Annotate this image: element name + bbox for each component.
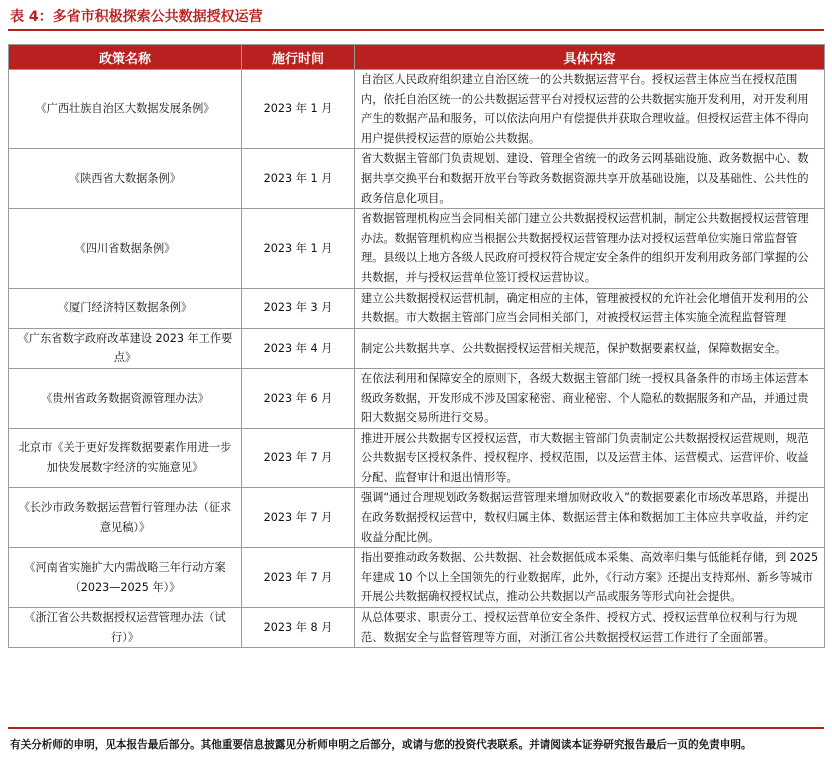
disclaimer-footer: 有关分析师的申明，见本报告最后部分。其他重要信息披露见分析师申明之后部分，或请与您的投资代表联系。并请阅读本证券研究报告最后一页的免责申明。 — [10, 739, 752, 751]
table-row — [9, 70, 825, 149]
content-cell: 省数据管理机构应当会同相关部门建立公共数据授权运营机制，制定公共数据授权运营管理办法。数据管理机构应当根据公共数据授权运营管理办法对授权运营单位实施日常监督管理。县级以上地方各级人民政府可授权符合规定安全条件的组织开发利用政务部门掌握的公共数据，并与授权运营单位签订授权运营协议。 — [355, 209, 825, 288]
table-row — [9, 368, 825, 428]
content-cell: 推进开展公共数据专区授权运营，市大数据主管部门负责制定公共数据授权运营规则，规范公共数据专区授权条件、授权程序、授权范围，以及运营主体、运营模式、运营评价、收益分配、监督审计和退出情形等。 — [355, 428, 825, 488]
policy-name-cell: 《广西壮族自治区大数据发展条例》 — [9, 70, 242, 149]
content-cell: 指出要推动政务数据、公共数据、社会数据低成本采集、高效率归集与低能耗存储，到 2025 年建成 10 个以上全国领先的行业数据库，此外，《行动方案》还提出支持郑州、新乡等城市开展公共数据确权授权试点，推动公共数据以产品或服务等形式向社会提供。 — [355, 548, 825, 608]
policy-name-cell: 《厦门经济特区数据条例》 — [9, 288, 242, 328]
policy-table — [8, 44, 825, 648]
table-row — [9, 149, 825, 209]
table-header-row — [9, 45, 825, 70]
content-cell: 省大数据主管部门负责规划、建设、管理全省统一的政务云网基础设施、政务数据中心、数据共享交换平台和数据开放平台等政务数据资源共享开放基础设施，以及基础性、公共性的政务信息化项目。 — [355, 149, 825, 209]
policy-name-cell: 《陕西省大数据条例》 — [9, 149, 242, 209]
effective-date-cell: 2023 年 1 月 — [242, 149, 355, 209]
table-row — [9, 488, 825, 548]
table-row — [9, 428, 825, 488]
effective-date-cell: 2023 年 4 月 — [242, 328, 355, 368]
title-divider — [8, 29, 824, 31]
header-policy-name: 政策名称 — [9, 45, 242, 70]
table-row — [9, 209, 825, 288]
policy-name-cell: 《河南省实施扩大内需战略三年行动方案（2023—2025 年）》 — [9, 548, 242, 608]
effective-date-cell: 2023 年 7 月 — [242, 488, 355, 548]
effective-date-cell: 2023 年 1 月 — [242, 70, 355, 149]
effective-date-cell: 2023 年 3 月 — [242, 288, 355, 328]
content-cell: 建立公共数据授权运营机制，确定相应的主体，管理被授权的允许社会化增值开发利用的公共数据。市大数据主管部门应当会同相关部门，对被授权运营主体实施全流程监督管理 — [355, 288, 825, 328]
policy-name-cell: 北京市《关于更好发挥数据要素作用进一步加快发展数字经济的实施意见》 — [9, 428, 242, 488]
effective-date-cell: 2023 年 7 月 — [242, 428, 355, 488]
table-row — [9, 608, 825, 648]
content-cell: 从总体要求、职责分工、授权运营单位安全条件、授权方式、授权运营单位权利与行为规范、数据安全与监督管理等方面，对浙江省公共数据授权运营工作进行了全面部署。 — [355, 608, 825, 648]
effective-date-cell: 2023 年 8 月 — [242, 608, 355, 648]
table-title: 表 4：多省市积极探索公共数据授权运营 — [10, 9, 263, 25]
effective-date-cell: 2023 年 1 月 — [242, 209, 355, 288]
footer-divider — [8, 727, 824, 729]
table-row — [9, 288, 825, 328]
policy-name-cell: 《浙江省公共数据授权运营管理办法（试行）》 — [9, 608, 242, 648]
policy-name-cell: 《广东省数字政府改革建设 2023 年工作要点》 — [9, 328, 242, 368]
policy-name-cell: 《贵州省政务数据资源管理办法》 — [9, 368, 242, 428]
table-row — [9, 548, 825, 608]
header-content: 具体内容 — [355, 45, 825, 70]
content-cell: 在依法利用和保障安全的原则下，各级大数据主管部门统一授权具备条件的市场主体运营本级政务数据，开发形成不涉及国家秘密、商业秘密、个人隐私的数据服务和产品，并通过贵阳大数据交易所进行交易。 — [355, 368, 825, 428]
policy-name-cell: 《四川省数据条例》 — [9, 209, 242, 288]
policy-name-cell: 《长沙市政务数据运营暂行管理办法（征求意见稿）》 — [9, 488, 242, 548]
content-cell: 制定公共数据共享、公共数据授权运营相关规范，保护数据要素权益，保障数据安全。 — [355, 328, 825, 368]
content-cell: 自治区人民政府组织建立自治区统一的公共数据运营平台。授权运营主体应当在授权范围内，依托自治区统一的公共数据运营平台对授权运营的公共数据实施开发利用，对开发利用产生的数据产品和服务，可以依法向用户有偿提供并获取合理收益。但授权运营主体不得向用户提供授权运营的原始公共数据。 — [355, 70, 825, 149]
table-row — [9, 328, 825, 368]
header-effective-date: 施行时间 — [242, 45, 355, 70]
content-cell: 强调“通过合理规划政务数据运营管理来增加财政收入”的数据要素化市场改革思路，并提出在政务数据授权运营中，数权归属主体、数据运营主体和数据加工主体应共享收益，并约定收益分配比例。 — [355, 488, 825, 548]
effective-date-cell: 2023 年 7 月 — [242, 548, 355, 608]
effective-date-cell: 2023 年 6 月 — [242, 368, 355, 428]
